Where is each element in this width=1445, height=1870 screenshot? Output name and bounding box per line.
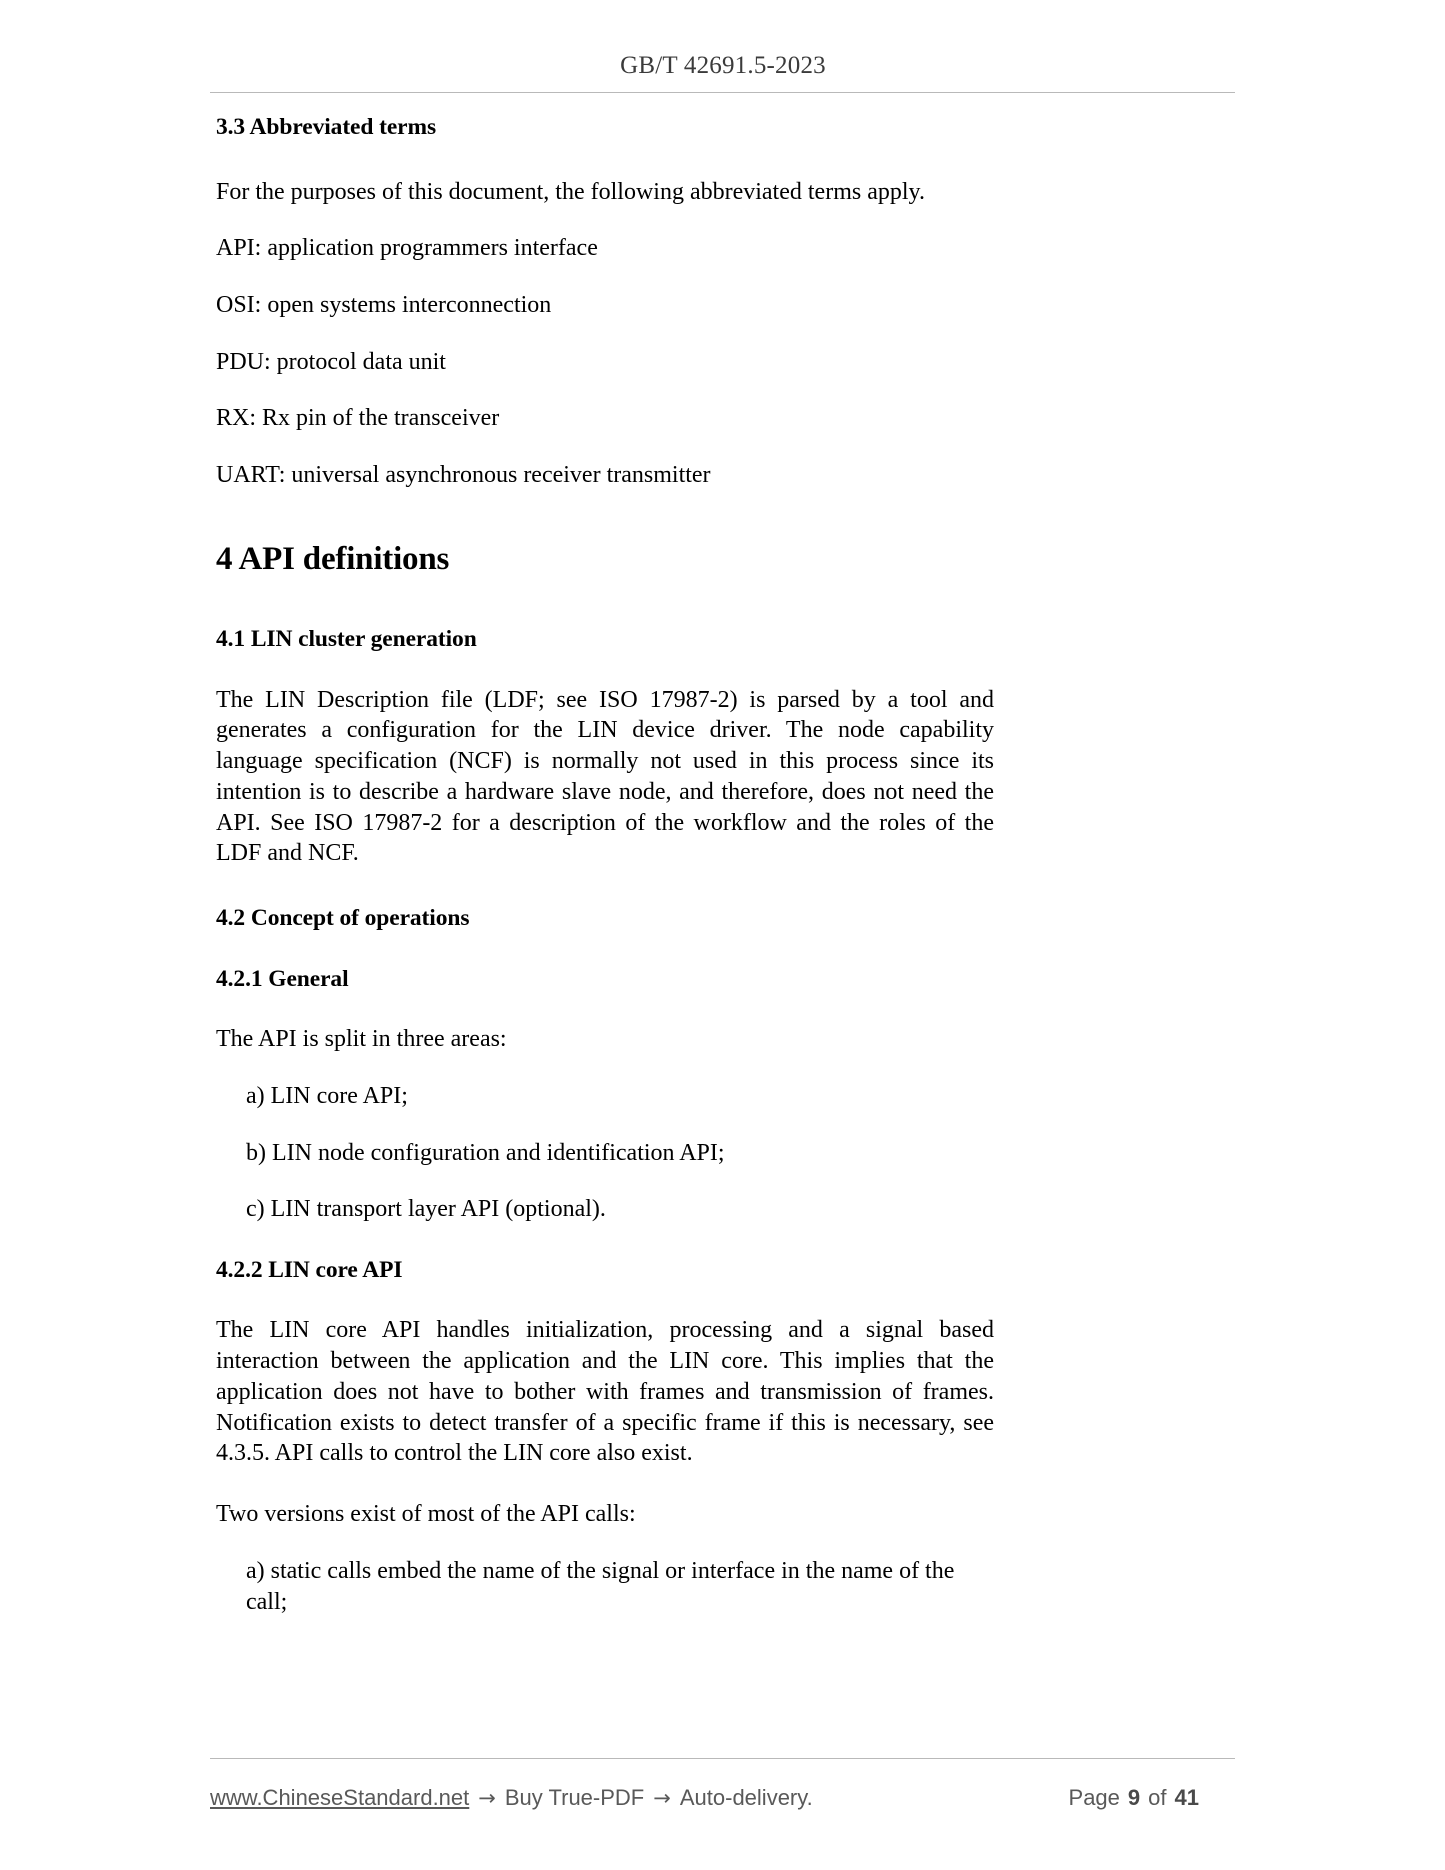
heading-lin-core-api: 4.2.2 LIN core API (216, 1256, 403, 1283)
header-divider (210, 92, 1235, 93)
list-item: b) LIN node configuration and identification API; (246, 1139, 725, 1166)
paragraph-api-split: The API is split in three areas: (216, 1026, 507, 1053)
arrow-right-icon: → (478, 1786, 496, 1810)
document-body (216, 112, 994, 1617)
page-footer (210, 1778, 1235, 1818)
heading-general: 4.2.1 General (216, 965, 349, 992)
buy-true-pdf-label: Buy True-PDF (504, 1785, 645, 1810)
footer-divider (210, 1758, 1235, 1759)
abbreviation-pdu: PDU: protocol data unit (216, 348, 446, 375)
abbreviation-rx: RX: Rx pin of the transceiver (216, 405, 500, 432)
page-header (248, 52, 1198, 80)
standard-number: GB/T 42691.5-2023 (620, 52, 826, 79)
abbreviation-uart: UART: universal asynchronous receiver transmitter (216, 462, 711, 489)
of-label: of (1148, 1785, 1167, 1810)
abbreviation-api: API: application programmers interface (216, 235, 598, 262)
paragraph-abbrev-intro: For the purposes of this document, the following abbreviated terms apply. (216, 178, 925, 205)
total-page-count: 41 (1174, 1785, 1199, 1810)
chinese-standard-link[interactable]: www.ChineseStandard.net (210, 1785, 470, 1810)
list-item: a) static calls embed the name of the signal or interface in the name of the call; (246, 1557, 955, 1615)
current-page-number: 9 (1127, 1785, 1141, 1810)
arrow-right-icon: → (653, 1786, 671, 1810)
heading-concept-of-operations: 4.2 Concept of operations (216, 904, 470, 931)
heading-api-definitions: 4 API definitions (216, 540, 450, 577)
paragraph-lin-core-api: The LIN core API handles initialization, processing and a signal based interaction between the application and the LIN core. This implies that the application does not have to bother with frames and transmission of frames. Notification exists to detect transfer of a specific frame if this is necessary, see 4.3.5. API calls to control the LIN core also exist. (216, 1317, 994, 1467)
heading-lin-cluster-generation: 4.1 LIN cluster generation (216, 626, 477, 653)
abbreviation-osi: OSI: open systems interconnection (216, 291, 552, 318)
auto-delivery-label: Auto-delivery. (679, 1785, 813, 1810)
page-indicator (1069, 1785, 1235, 1811)
paragraph-lin-cluster-generation: The LIN Description file (LDF; see ISO 17987-2) is parsed by a tool and generates a configuration for the LIN device driver. The node capability language specification (NCF) is normally not used in this process since its intention is to describe a hardware slave node, and therefore, does not need the API. See ISO 17987-2 for a description of the workflow and the roles of the LDF and NCF. (216, 686, 994, 867)
footer-promo (210, 1785, 813, 1811)
paragraph-two-versions: Two versions exist of most of the API calls: (216, 1501, 636, 1528)
list-item: a) LIN core API; (246, 1082, 408, 1109)
list-item: c) LIN transport layer API (optional). (246, 1196, 606, 1223)
heading-abbreviated-terms: 3.3 Abbreviated terms (216, 114, 437, 140)
page-label: Page (1068, 1785, 1120, 1810)
